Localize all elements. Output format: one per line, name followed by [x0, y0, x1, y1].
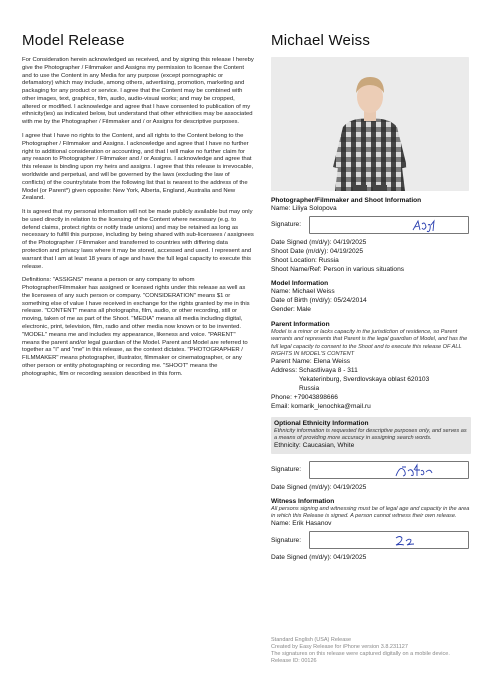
shoot-name: Shoot Name/Ref: Person in various situations [271, 265, 405, 273]
footer-release-id: Release ID: 00126 [271, 658, 317, 665]
release-paragraph-privacy: It is agreed that my personal information will not be made publicly available but may only be used directly in relation to the licensing of the Content where necessary (e.g. to defend claims, protect rights or notify trade unions) and may be retained as long as necessary to fulfill this purpose, including by being shared with sub-licensees / assignees of the Photographer / Filmmaker and transferred to countries with differing data protection and privacy laws where it may be stored, accessed and used. I represent and warrant that I am at least 18 years of age and have the full legal capacity to execute this release. [22, 209, 254, 270]
parent-address-line2: Yekaterinburg, Sverdlovskaya oblast 620103 [299, 375, 430, 383]
parent-address-line1: Address: Schastlivaya 8 - 311 [271, 367, 358, 375]
model-photo [271, 57, 469, 191]
witness-date-signed: Date Signed (m/d/y): 04/19/2025 [271, 554, 367, 562]
release-footer [271, 637, 481, 666]
witness-section-title: Witness Information [271, 497, 335, 505]
parent-name: Parent Name: Elena Weiss [271, 358, 351, 366]
witness-signature-box [309, 531, 469, 549]
model-gender: Gender: Male [271, 306, 311, 314]
parent-signature-box [309, 461, 469, 479]
witness-signature-row [271, 531, 471, 549]
shoot-date: Shoot Date (m/d/y): 04/19/2025 [271, 247, 364, 255]
footer-release-type: Standard English (USA) Release [271, 637, 352, 643]
photographer-date-signed: Date Signed (m/d/y): 04/19/2025 [271, 238, 367, 246]
model-section-title: Model Information [271, 280, 329, 288]
parent-section-title: Parent Information [271, 321, 330, 329]
photographer-name: Name: Liliya Solopova [271, 205, 337, 212]
release-paragraph-definitions: Definitions: "ASSIGNS" means a person or any company to whom Photographer/Filmmaker has assigned or licensed rights under this release as well as the licensees of any such person or company. "CONSIDERATION" means $1 or something else of value I have received in exchange for the rights granted by me in this release. "CONTENT" means all photographs, film, audio, or other recording, still or moving, taken of me as part of the Shoot. "MEDIA" means all media including digital, electronic, print, television, film, radio and other media now known or to be invented. "MODEL" means me and includes my appearance, likeness and voice. "PARENT" means the parent and/or legal guardian of the Model. Parent and Model are referred to together as "I" and "me" in this release, as the context dictates. "PHOTOGRAPHER / FILMMAKER" means photographer, illustrator, filmmaker or cinematographer, or any other person or entity photographing or recording me. "SHOOT" means the photographic, film or recording session described in this form. [22, 277, 250, 377]
footer-created-by: Created by Easy Release for iPhone version 3.8.231127 [271, 644, 408, 651]
parent-date-signed: Date Signed (m/d/y): 04/19/2025 [271, 483, 367, 491]
witness-signature-label: Signature: [271, 536, 302, 544]
photographer-signature-label: Signature: [271, 221, 302, 229]
release-info-column [271, 32, 471, 563]
shoot-location: Shoot Location: Russia [271, 256, 339, 264]
parent-email: Email: komarik_lenochka@mail.ru [271, 402, 371, 410]
release-paragraph-consent: For Consideration herein acknowledged as received, and by signing this release I hereby give the Photographer / Filmmaker and Assigns my permission to license the Content and to use the Content in any Media for any purpose (except pornographic or defamatory) which may include, among others, advertising, promotion, marketing and packaging for any product or service. I agree that the Content may be combined with other images, text, graphics, film, audio, audio-visual works; and may be cropped, altered or modified. I acknowledge and agree that I have consented to publication of my ethnicity(ies) as indicated below, but understand that other ethnicities may be associated with me by the Photographer / Filmmaker and / or Assigns for descriptive purposes. [22, 57, 254, 126]
photographer-signature-row [271, 216, 471, 234]
release-title: Model Release [22, 32, 125, 49]
model-name-heading: Michael Weiss [271, 32, 371, 49]
photographer-signature-box [309, 216, 469, 234]
parent-signature-label: Signature: [271, 466, 302, 474]
witness-note: All persons signing and witnessing must be of legal age and capacity in the area in which this Release is signed. A person cannot witness their own release. [271, 505, 470, 520]
parent-phone: Phone: +79043898666 [271, 393, 338, 401]
witness-name: Name: Erik Hasanov [271, 520, 332, 528]
release-paragraph-rights: I agree that I have no rights to the Content, and all rights to the Content belong to the Photographer / Filmmaker and Assigns. I acknowledge and agree that I have no further right to additional consideration or accounting, and that I will make no further claim for any reason to Photographer / Filmmaker and / or Assigns. I acknowledge and agree that this release is binding upon my heirs and assigns. I agree that this release is irrevocable, worldwide and perpetual, and will be governed by the laws (excluding the law of conflicts) of the country/state from the following list that is nearest to the address of the Model (or Parent*) given opposite: New York, Alberta, England, Australia and New Zealand. [22, 133, 254, 202]
ethnicity-value: Ethnicity: Caucasian, White [274, 442, 355, 450]
ethnicity-box [271, 417, 471, 454]
photographer-section-title: Photographer/Filmmaker and Shoot Information [271, 197, 422, 204]
ethnicity-note: Ethnicity information is requested for descriptive purposes only, and serves as a means of providing more accuracy in assigning search words. [274, 427, 467, 441]
parent-signature-row [271, 461, 471, 479]
ethnicity-section-title: Optional Ethnicity Information [274, 419, 369, 427]
parent-address-line3: Russia [299, 384, 320, 392]
model-dob: Date of Birth (m/d/y): 05/24/2014 [271, 297, 367, 305]
model-name: Name: Michael Weiss [271, 288, 335, 296]
footer-capture-note: The signatures on this release were captured digitally on a mobile device. [271, 651, 450, 658]
release-text-column [22, 32, 254, 384]
parent-note: Model is a minor or lacks capacity in the jurisdiction of residence, so Parent warrants and represents that Parent is the legal guardian of Model, and has the full legal capacity to consent to the Shoot and to execute this release OF ALL RIGHTS IN MODEL'S CONTENT [271, 329, 468, 357]
